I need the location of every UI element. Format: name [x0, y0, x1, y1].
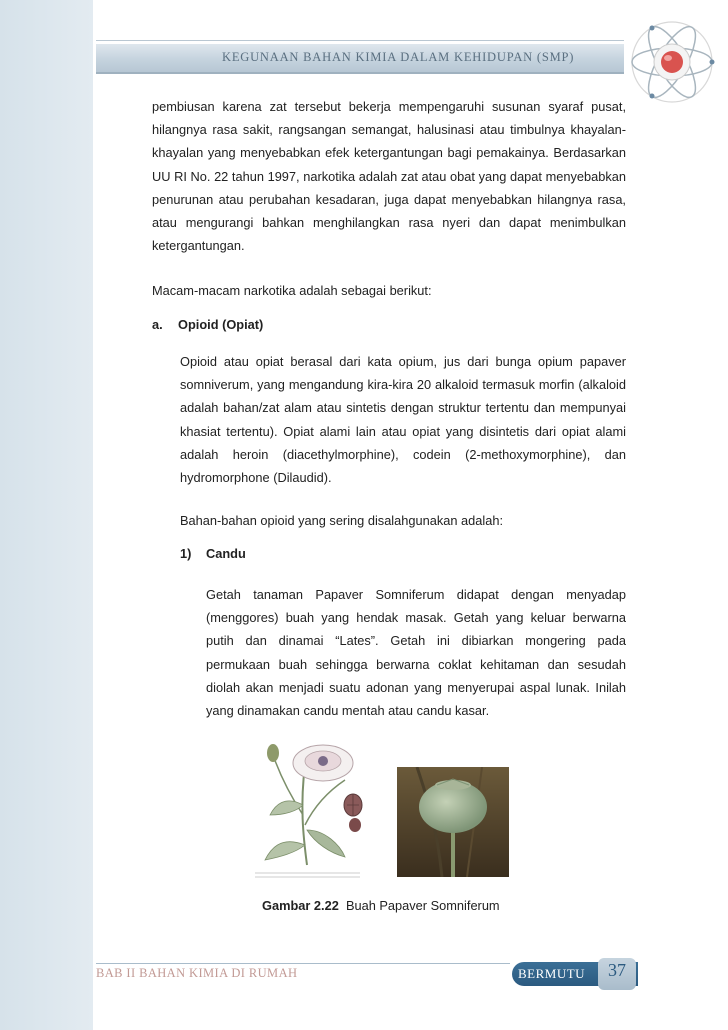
paragraph-opioid-description: Opioid atau opiat berasal dari kata opium, jus dari bunga opium papaver somniverum, yang mengandung kira-kira 20 alkaloid termasuk morfin (alkaloid adalah bahan/zat alam atau sintetis dengan struktur tertentu dan mempunyai khasiat tertentu). Opiat alami lain atau opiat yang disintetis dari opiat alami adalah heroin (diacethylmorphine), codein (2-methoxymorphine), dan hydromorphone (Dilaudid).: [180, 354, 626, 486]
page-number: 37: [608, 960, 626, 980]
footer-chapter-title: BAB II BAHAN KIMIA DI RUMAH: [96, 966, 298, 980]
paragraph-opioid-misuse-intro: Bahan-bahan opioid yang sering disalahgunakan adalah:: [180, 513, 504, 528]
paragraph-types-intro: Macam-macam narkotika adalah sebagai berikut:: [152, 283, 432, 298]
figure-caption: [262, 898, 500, 913]
poppy-pod-photo-image: [397, 767, 509, 877]
list-marker-1: 1): [180, 546, 192, 561]
poppy-illustration-image: [245, 735, 380, 885]
section-heading-opioid: [152, 317, 263, 332]
paragraph-narkotika-definition: pembiusan karena zat tersebut bekerja mempengaruhi susunan syaraf pusat, hilangnya rasa sakit, rangsangan semangat, halusinasi atau timbulnya khayalan-khayalan yang menyebabkan efek ketergantungan bagi pemakainya. Berdasarkan UU RI No. 22 tahun 1997, narkotika adalah zat atau obat yang dapat menyebabkan penurunan atau perubahan kesadaran, juga dapat menyebabkan hilangnya rasa, atau mengurangi bahkan menghilangkan rasa nyeri dan dapat menimbulkan ketergantungan.: [152, 99, 626, 254]
list-marker-a: a.: [152, 317, 163, 332]
left-margin-stripe: [0, 0, 93, 1030]
atom-logo-icon: [626, 16, 718, 108]
header-rule: [96, 40, 624, 41]
paragraph-candu-description: Getah tanaman Papaver Somniferum didapat dengan menyadap (menggores) buah yang hendak masak. Getah yang keluar berwarna putih dan dinamai “Lates”. Getah ini dibiarkan mongering pada permukaan buah sehingga berwarna coklat kehitaman dan sesudah diolah akan menjadi suatu adonan yang menyerupai aspal lunak. Inilah yang dinamakan candu mentah atau candu kasar.: [206, 587, 626, 719]
subsection-heading-candu: [180, 546, 246, 561]
figure-caption-text: Buah Papaver Somniferum: [345, 898, 500, 913]
footer-banner-text: BERMUTU: [518, 966, 586, 981]
running-header-title: KEGUNAAN BAHAN KIMIA DALAM KEHIDUPAN (SMP): [222, 50, 575, 64]
figure-caption-label: Gambar 2.22: [262, 898, 339, 913]
footer-rule: [96, 963, 510, 964]
heading-candu-text: Candu: [206, 546, 246, 561]
heading-opioid-text: Opioid (Opiat): [178, 317, 264, 332]
